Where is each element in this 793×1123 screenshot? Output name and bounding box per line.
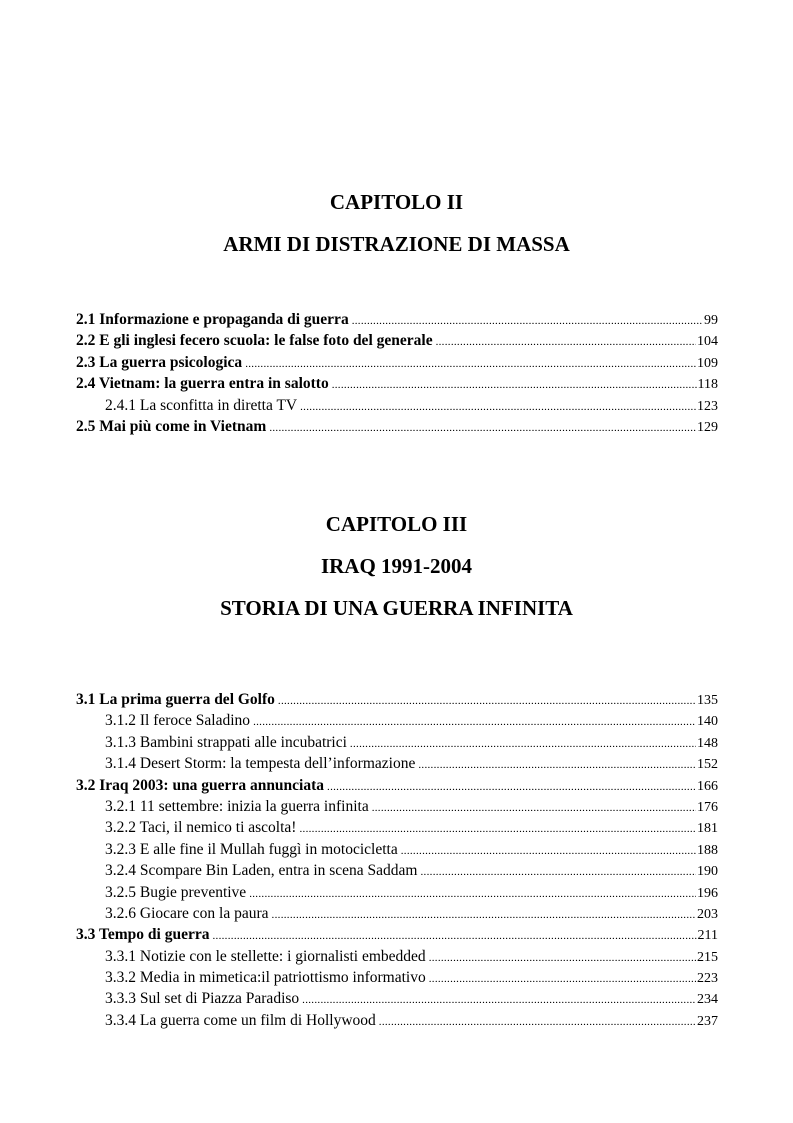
dot-leader [269, 418, 696, 439]
toc-entry-2-2[interactable] [76, 330, 718, 351]
toc-entry-page: 129 [697, 419, 718, 435]
dot-leader [245, 354, 696, 375]
toc-entry-3-2-1[interactable] [76, 796, 718, 817]
toc-entry-3-3-1[interactable] [76, 946, 718, 967]
toc-entry-page: 190 [697, 864, 718, 880]
toc-entry-title: 3.3.4 La guerra come un film di Hollywood [105, 1011, 376, 1029]
dot-leader [272, 905, 696, 926]
toc-entry-2-3[interactable] [76, 352, 718, 373]
toc-entry-3-2-6[interactable] [76, 903, 718, 924]
toc-entry-page: 118 [697, 377, 718, 393]
toc-entry-title: 2.5 Mai più come in Vietnam [76, 417, 267, 435]
toc-entry-page: 181 [697, 821, 718, 837]
dot-leader [212, 926, 696, 947]
toc-entry-page: 237 [697, 1013, 718, 1029]
toc-entry-title: 2.4 Vietnam: la guerra entra in salotto [76, 375, 329, 393]
toc-entry-title: 2.2 E gli inglesi fecero scuola: le false foto del generale [76, 332, 433, 350]
dot-leader [418, 755, 696, 776]
toc-entry-3-3-3[interactable] [76, 988, 718, 1009]
toc-entry-page: 223 [697, 971, 718, 987]
toc-entry-2-4[interactable] [76, 373, 718, 394]
chapter-2-label: CAPITOLO II [329, 190, 464, 214]
dot-leader [278, 691, 696, 712]
chapter-3-title-line-2: STORIA DI UNA GUERRA INFINITA [220, 596, 573, 620]
toc-entry-title: 3.2.5 Bugie preventive [105, 883, 247, 901]
toc-entry-page: 196 [697, 885, 718, 901]
toc-entry-3-1[interactable] [76, 689, 718, 710]
toc-entry-title: 2.3 La guerra psicologica [76, 353, 243, 371]
toc-entry-page: 148 [697, 735, 718, 751]
dot-leader [327, 777, 696, 798]
chapter-2-toc [76, 309, 718, 437]
toc-entry-title: 3.3 Tempo di guerra [76, 926, 210, 944]
toc-entry-page: 188 [697, 842, 718, 858]
toc-entry-title: 3.2.3 E alle fine il Mullah fuggì in motocicletta [105, 840, 398, 858]
dot-leader [429, 969, 696, 990]
toc-entry-3-1-3[interactable] [76, 732, 718, 753]
toc-entry-3-2-2[interactable] [76, 817, 718, 838]
toc-entry-title: 3.1.4 Desert Storm: la tempesta dell’informazione [105, 755, 416, 773]
chapter-3-label: CAPITOLO III [325, 512, 468, 536]
toc-entry-title: 3.2.1 11 settembre: inizia la guerra infinita [105, 797, 369, 815]
toc-entry-page: 176 [697, 799, 718, 815]
toc-entry-3-2-4[interactable] [76, 860, 718, 881]
chapter-3-toc [76, 689, 718, 1031]
toc-entry-3-2-3[interactable] [76, 839, 718, 860]
toc-entry-3-1-4[interactable] [76, 753, 718, 774]
dot-leader [350, 734, 696, 755]
toc-entry-page: 99 [704, 313, 718, 328]
toc-entry-3-3-2[interactable] [76, 967, 718, 988]
toc-entry-title: 3.1 La prima guerra del Golfo [76, 691, 275, 708]
dot-leader [249, 884, 696, 905]
toc-entry-2-4-1[interactable] [76, 395, 718, 416]
toc-entry-title: 3.3.3 Sul set di Piazza Paradiso [105, 990, 300, 1008]
toc-entry-title: 3.2.2 Taci, il nemico ti ascolta! [105, 819, 297, 837]
toc-entry-title: 2.1 Informazione e propaganda di guerra [76, 311, 349, 328]
toc-entry-title: 3.3.1 Notizie con le stellette: i giornalisti embedded [105, 947, 426, 965]
dot-leader [436, 332, 696, 353]
dot-leader [332, 375, 697, 396]
toc-entry-3-3[interactable] [76, 924, 718, 945]
chapter-3-title-line-1: IRAQ 1991-2004 [320, 554, 473, 578]
toc-entry-page: 234 [697, 992, 718, 1008]
dot-leader [401, 841, 696, 862]
toc-entry-page: 123 [697, 398, 718, 414]
toc-entry-title: 3.2.6 Giocare con la paura [105, 904, 269, 922]
toc-entry-page: 135 [697, 693, 718, 708]
toc-entry-title: 3.1.3 Bambini strappati alle incubatrici [105, 733, 347, 751]
toc-entry-3-2-5[interactable] [76, 882, 718, 903]
toc-entry-3-2[interactable] [76, 775, 718, 796]
dot-leader [372, 798, 696, 819]
toc-entry-page: 203 [697, 906, 718, 922]
toc-entry-page: 152 [697, 757, 718, 773]
dot-leader [421, 862, 697, 883]
toc-entry-page: 166 [697, 778, 718, 794]
toc-entry-page: 109 [697, 355, 718, 371]
toc-entry-title: 3.2 Iraq 2003: una guerra annunciata [76, 776, 325, 794]
toc-entry-page: 104 [697, 334, 718, 350]
toc-entry-3-1-2[interactable] [76, 710, 718, 731]
toc-entry-title: 3.1.2 Il feroce Saladino [105, 712, 251, 730]
toc-entry-title: 3.2.4 Scompare Bin Laden, entra in scena Saddam [105, 862, 418, 880]
dot-leader [300, 397, 696, 418]
chapter-2-title: ARMI DI DISTRAZIONE DI MASSA [223, 232, 570, 256]
toc-entry-3-3-4[interactable] [76, 1010, 718, 1031]
dot-leader [253, 712, 696, 733]
toc-entry-title: 3.3.2 Media in mimetica:il patriottismo informativo [105, 969, 426, 987]
toc-entry-page: 215 [697, 949, 718, 965]
dot-leader [379, 1012, 696, 1033]
toc-entry-2-1[interactable] [76, 309, 718, 330]
toc-entry-page: 211 [697, 928, 718, 944]
dot-leader [352, 311, 703, 332]
toc-entry-2-5[interactable] [76, 416, 718, 437]
dot-leader [302, 990, 696, 1011]
toc-entry-page: 140 [697, 714, 718, 730]
toc-entry-title: 2.4.1 La sconfitta in diretta TV [105, 396, 298, 414]
dot-leader [429, 948, 696, 969]
dot-leader [299, 819, 696, 840]
